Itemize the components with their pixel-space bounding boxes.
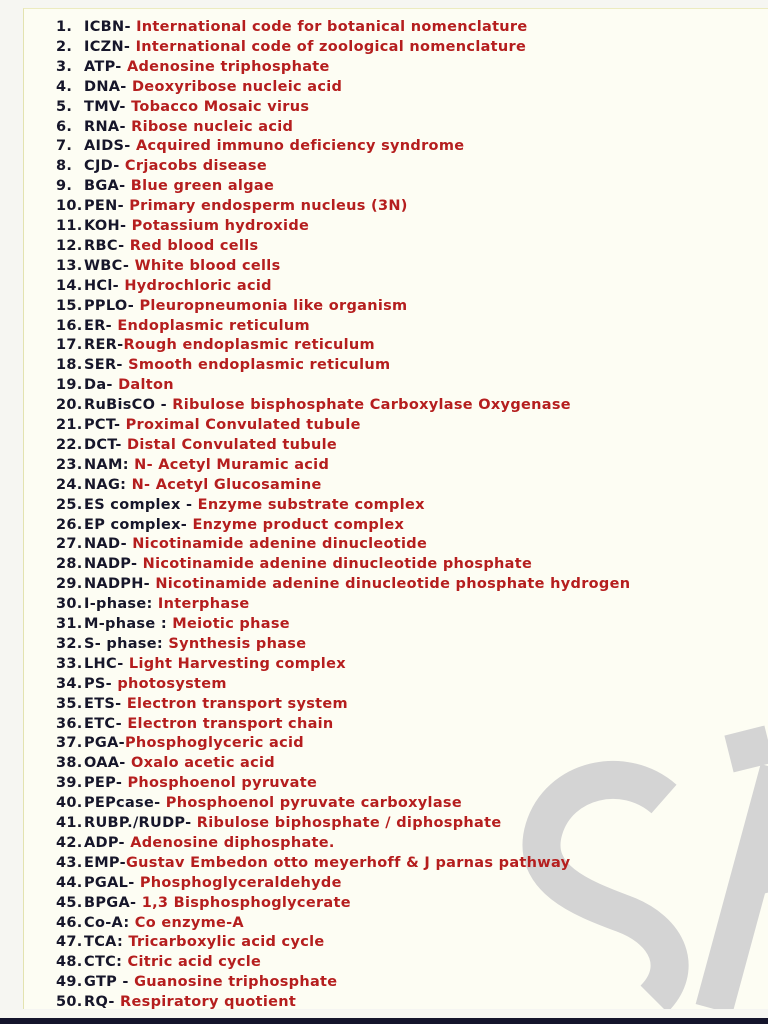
item-number: 3. bbox=[56, 58, 73, 75]
item-number: 39. bbox=[56, 775, 83, 792]
item-meaning: Meiotic phase bbox=[172, 616, 290, 632]
list-item bbox=[56, 236, 258, 256]
item-separator: - bbox=[130, 894, 142, 911]
item-meaning: Synthesis phase bbox=[168, 635, 307, 652]
list-item bbox=[56, 654, 346, 674]
item-number: 24. bbox=[56, 476, 83, 493]
item-separator: : bbox=[116, 954, 128, 971]
item-separator: - bbox=[155, 397, 173, 414]
list-item bbox=[56, 614, 290, 634]
item-meaning: Hydrochloric acid bbox=[124, 277, 272, 294]
list-item bbox=[56, 375, 174, 395]
item-separator: - bbox=[106, 377, 119, 394]
item-separator: - bbox=[116, 357, 129, 374]
list-item bbox=[56, 534, 427, 554]
item-separator: - bbox=[105, 317, 118, 334]
item-separator: - bbox=[117, 337, 124, 354]
item-abbreviation: ADP bbox=[84, 834, 119, 851]
item-abbreviation: ICZN bbox=[84, 38, 124, 55]
item-abbreviation: ETC bbox=[84, 715, 116, 732]
list-item bbox=[56, 475, 322, 495]
item-abbreviation: AIDS bbox=[84, 138, 125, 155]
item-number: 18. bbox=[56, 357, 83, 374]
item-separator: : bbox=[116, 934, 129, 951]
list-item bbox=[56, 992, 296, 1009]
item-meaning: 1,3 Bisphosphoglycerate bbox=[141, 894, 351, 911]
item-meaning: Primary endosperm nucleus (3N) bbox=[129, 198, 408, 215]
item-abbreviation: PCT bbox=[84, 417, 114, 433]
item-number: 2. bbox=[56, 38, 73, 55]
item-separator: - bbox=[119, 118, 132, 135]
list-item bbox=[56, 913, 244, 933]
item-meaning: Adenosine triphosphate bbox=[126, 58, 330, 75]
list-item bbox=[56, 335, 375, 355]
item-abbreviation: RER bbox=[84, 337, 118, 354]
list-item bbox=[56, 753, 275, 773]
item-meaning: Oxalo acetic acid bbox=[130, 755, 275, 772]
item-number: 10. bbox=[56, 198, 83, 215]
item-number: 19. bbox=[56, 377, 83, 394]
item-separator: - bbox=[115, 775, 128, 792]
item-meaning: Gustav Embedon otto meyerhoff & J parnas pathway bbox=[125, 854, 571, 871]
item-abbreviation: ICBN bbox=[84, 19, 125, 35]
item-abbreviation: CJD bbox=[84, 158, 114, 175]
item-separator: - bbox=[118, 834, 131, 851]
watermark-letter-s bbox=[541, 780, 669, 999]
item-separator: - bbox=[119, 98, 132, 115]
item-meaning: White blood cells bbox=[134, 257, 281, 274]
item-abbreviation: RBC bbox=[84, 237, 119, 254]
item-abbreviation: PEPcase bbox=[84, 795, 155, 812]
item-meaning: Nicotinamide adenine dinucleotide phosphate bbox=[142, 556, 533, 573]
item-number: 37. bbox=[56, 735, 83, 752]
item-abbreviation: PS bbox=[84, 675, 106, 692]
item-number: 42. bbox=[56, 834, 83, 851]
item-meaning: International code for botanical nomenclature bbox=[136, 19, 528, 35]
item-abbreviation: ETS bbox=[84, 695, 116, 712]
item-meaning: Rough endoplasmic reticulum bbox=[123, 337, 375, 354]
item-separator: - bbox=[105, 675, 118, 692]
document-page bbox=[23, 8, 768, 1009]
list-item bbox=[56, 554, 532, 574]
item-abbreviation: BGA bbox=[84, 178, 120, 195]
item-meaning: Dalton bbox=[118, 377, 174, 394]
item-abbreviation: HCl bbox=[84, 277, 113, 294]
item-number: 21. bbox=[56, 417, 83, 433]
item-abbreviation: CTC bbox=[84, 954, 117, 971]
item-number: 36. bbox=[56, 715, 83, 732]
list-item bbox=[56, 932, 325, 952]
item-abbreviation: TMV bbox=[84, 98, 120, 115]
item-meaning: photosystem bbox=[117, 675, 227, 692]
item-number: 11. bbox=[56, 218, 83, 234]
item-separator: - bbox=[115, 695, 127, 712]
item-meaning: Light Harvesting complex bbox=[128, 655, 346, 672]
item-meaning: Citric acid cycle bbox=[127, 954, 262, 971]
list-item bbox=[56, 873, 342, 893]
item-separator: - bbox=[118, 237, 130, 254]
item-number: 41. bbox=[56, 815, 83, 831]
item-abbreviation: RQ bbox=[84, 994, 109, 1009]
list-item bbox=[56, 256, 281, 276]
item-number: 14. bbox=[56, 277, 83, 294]
item-meaning: Crjacobs disease bbox=[124, 158, 267, 175]
item-meaning: Phosphoenol pyruvate carboxylase bbox=[165, 795, 462, 812]
item-separator: - bbox=[127, 297, 140, 314]
item-number: 40. bbox=[56, 795, 83, 812]
list-item bbox=[56, 594, 250, 614]
item-abbreviation: PEN bbox=[84, 198, 118, 215]
item-abbreviation: NAG bbox=[84, 476, 121, 493]
item-abbreviation: OAA bbox=[84, 755, 120, 772]
item-meaning: Red blood cells bbox=[129, 237, 259, 254]
bottom-border-bar bbox=[0, 1018, 768, 1024]
item-number: 47. bbox=[56, 934, 83, 951]
item-number: 32. bbox=[56, 635, 83, 652]
item-separator: - bbox=[117, 198, 130, 215]
item-meaning: International code of zoological nomenclature bbox=[135, 38, 527, 55]
item-meaning: N- Acetyl Muramic acid bbox=[134, 456, 330, 473]
item-number: 8. bbox=[56, 158, 73, 175]
watermark-letter-f-top bbox=[729, 744, 768, 754]
item-abbreviation: ATP bbox=[84, 58, 116, 75]
item-meaning: Enzyme substrate complex bbox=[197, 496, 425, 513]
list-item bbox=[56, 972, 337, 992]
item-abbreviation: S- phase bbox=[84, 635, 157, 652]
item-separator: - bbox=[119, 755, 131, 772]
item-separator: - bbox=[115, 58, 127, 75]
item-separator: : bbox=[122, 456, 135, 473]
item-separator: - bbox=[119, 854, 126, 871]
item-abbreviation: RNA bbox=[84, 118, 120, 135]
item-meaning: Enzyme product complex bbox=[192, 516, 405, 533]
item-meaning: Phosphoglyceraldehyde bbox=[139, 874, 342, 891]
watermark-letter-f-mid bbox=[744, 869, 768, 879]
item-separator: - bbox=[124, 138, 136, 155]
list-item bbox=[56, 793, 462, 813]
item-meaning: Smooth endoplasmic reticulum bbox=[128, 357, 391, 374]
item-abbreviation: EMP bbox=[84, 854, 120, 871]
list-item bbox=[56, 833, 335, 853]
item-separator: - bbox=[119, 178, 131, 195]
item-number: 33. bbox=[56, 655, 83, 672]
list-item bbox=[56, 17, 528, 37]
list-item bbox=[56, 117, 293, 137]
item-abbreviation: ER bbox=[84, 317, 106, 334]
item-number: 9. bbox=[56, 178, 73, 195]
list-item bbox=[56, 77, 342, 97]
item-number: 15. bbox=[56, 297, 83, 314]
list-item bbox=[56, 276, 272, 296]
list-item bbox=[56, 435, 337, 455]
item-number: 7. bbox=[56, 138, 73, 155]
list-item bbox=[56, 196, 408, 216]
item-separator: - bbox=[120, 536, 133, 553]
list-item bbox=[56, 515, 404, 535]
item-separator: - bbox=[130, 556, 143, 573]
item-meaning: Electron transport chain bbox=[127, 715, 334, 732]
item-separator: : bbox=[146, 596, 158, 613]
watermark-letter-f-stem bbox=[714, 769, 768, 1009]
list-item bbox=[56, 694, 348, 714]
item-abbreviation: BPGA bbox=[84, 894, 131, 911]
item-number: 50. bbox=[56, 994, 83, 1009]
item-abbreviation: GTP bbox=[84, 974, 118, 991]
list-item bbox=[56, 455, 329, 475]
list-item bbox=[56, 97, 309, 117]
item-meaning: Acquired immuno deficiency syndrome bbox=[135, 138, 465, 155]
item-abbreviation: DNA bbox=[84, 78, 121, 95]
item-number: 30. bbox=[56, 596, 83, 613]
list-item bbox=[56, 296, 407, 316]
item-abbreviation: M-phase bbox=[84, 616, 156, 632]
item-separator: : bbox=[123, 914, 135, 931]
item-number: 35. bbox=[56, 695, 83, 712]
list-item bbox=[56, 355, 390, 375]
item-separator: - bbox=[185, 815, 197, 831]
item-meaning: Adenosine diphosphate. bbox=[130, 834, 335, 851]
list-item bbox=[56, 952, 261, 972]
item-number: 26. bbox=[56, 516, 83, 533]
item-abbreviation: TCA bbox=[84, 934, 117, 951]
item-meaning: Respiratory quotient bbox=[120, 994, 297, 1009]
item-meaning: N- Acetyl Glucosamine bbox=[131, 476, 322, 493]
item-number: 48. bbox=[56, 954, 83, 971]
item-separator: - bbox=[115, 715, 128, 732]
item-abbreviation: KOH bbox=[84, 218, 120, 234]
item-number: 28. bbox=[56, 556, 83, 573]
item-meaning: Electron transport system bbox=[126, 695, 348, 712]
item-meaning: Proximal Convulated tubule bbox=[125, 417, 361, 433]
item-meaning: Potassium hydroxide bbox=[131, 218, 310, 234]
item-meaning: Ribulose bisphosphate Carboxylase Oxygenase bbox=[172, 397, 571, 414]
item-abbreviation: Co-A bbox=[84, 914, 124, 931]
item-number: 25. bbox=[56, 496, 83, 513]
item-abbreviation: EP complex bbox=[84, 516, 181, 533]
item-abbreviation: DCT bbox=[84, 436, 116, 453]
item-separator: - bbox=[180, 496, 198, 513]
list-item bbox=[56, 176, 274, 196]
item-number: 20. bbox=[56, 397, 83, 414]
item-number: 23. bbox=[56, 456, 83, 473]
item-separator: : bbox=[120, 476, 132, 493]
item-number: 45. bbox=[56, 894, 83, 911]
item-meaning: Phosphoenol pyruvate bbox=[127, 775, 318, 792]
item-separator: - bbox=[124, 19, 137, 35]
item-abbreviation: LHC bbox=[84, 655, 118, 672]
item-number: 31. bbox=[56, 616, 83, 632]
list-item bbox=[56, 574, 630, 594]
list-item bbox=[56, 773, 317, 793]
item-abbreviation: PGAL bbox=[84, 874, 129, 891]
item-abbreviation: ES complex bbox=[84, 496, 181, 513]
item-separator: - bbox=[122, 257, 135, 274]
item-separator: - bbox=[115, 436, 128, 453]
item-abbreviation: PPLO bbox=[84, 297, 128, 314]
item-abbreviation: Da bbox=[84, 377, 107, 394]
item-abbreviation: I-phase bbox=[84, 596, 147, 613]
item-meaning: Tobacco Mosaic virus bbox=[131, 98, 310, 115]
item-separator: - bbox=[119, 218, 132, 234]
item-number: 16. bbox=[56, 317, 83, 334]
list-item bbox=[56, 634, 306, 654]
list-item bbox=[56, 216, 309, 236]
item-number: 22. bbox=[56, 436, 83, 453]
item-separator: - bbox=[117, 974, 135, 991]
list-item bbox=[56, 156, 267, 176]
item-meaning: Distal Convulated tubule bbox=[127, 436, 337, 453]
item-number: 1. bbox=[56, 19, 73, 35]
item-separator: - bbox=[113, 417, 126, 433]
list-item bbox=[56, 395, 571, 415]
item-separator: - bbox=[117, 655, 129, 672]
item-number: 13. bbox=[56, 257, 83, 274]
item-separator: - bbox=[112, 277, 125, 294]
item-abbreviation: NADP bbox=[84, 556, 131, 573]
item-meaning: Pleuropneumonia like organism bbox=[139, 297, 408, 314]
item-separator: - bbox=[113, 158, 125, 175]
list-item bbox=[56, 37, 526, 57]
item-number: 44. bbox=[56, 874, 83, 891]
item-meaning: Ribulose biphosphate / diphosphate bbox=[196, 815, 502, 831]
item-number: 4. bbox=[56, 78, 73, 95]
item-separator: - bbox=[108, 994, 121, 1009]
item-meaning: Phosphoglyceric acid bbox=[124, 735, 304, 752]
item-number: 49. bbox=[56, 974, 83, 991]
item-separator: : bbox=[156, 635, 169, 652]
item-meaning: Deoxyribose nucleic acid bbox=[131, 78, 343, 95]
item-abbreviation: SER bbox=[84, 357, 117, 374]
item-abbreviation: RuBisCO bbox=[84, 397, 156, 414]
item-meaning: Ribose nucleic acid bbox=[131, 118, 294, 135]
item-meaning: Interphase bbox=[157, 596, 250, 613]
item-meaning: Nicotinamide adenine dinucleotide bbox=[132, 536, 428, 553]
list-item bbox=[56, 853, 570, 873]
item-number: 46. bbox=[56, 914, 83, 931]
item-number: 17. bbox=[56, 337, 83, 354]
item-separator: - bbox=[180, 516, 193, 533]
list-item bbox=[56, 316, 310, 336]
item-abbreviation: PEP bbox=[84, 775, 116, 792]
item-meaning: Nicotinamide adenine dinucleotide phosphate hydrogen bbox=[155, 576, 631, 593]
item-meaning: Blue green algae bbox=[130, 178, 275, 195]
list-item bbox=[56, 733, 304, 753]
list-item bbox=[56, 893, 351, 913]
item-separator: - bbox=[120, 78, 132, 95]
item-abbreviation: NADPH bbox=[84, 576, 144, 593]
item-number: 34. bbox=[56, 675, 83, 692]
list-item bbox=[56, 674, 227, 694]
item-number: 6. bbox=[56, 118, 73, 135]
item-number: 27. bbox=[56, 536, 83, 553]
item-separator: - bbox=[118, 735, 125, 752]
item-separator: - bbox=[123, 38, 136, 55]
item-number: 12. bbox=[56, 237, 83, 254]
item-abbreviation: NAM bbox=[84, 456, 123, 473]
list-item bbox=[56, 714, 334, 734]
item-abbreviation: WBC bbox=[84, 257, 123, 274]
item-abbreviation: RUBP./RUDP bbox=[84, 815, 186, 831]
item-number: 38. bbox=[56, 755, 83, 772]
list-item bbox=[56, 136, 464, 156]
item-separator: : bbox=[155, 616, 173, 632]
item-separator: - bbox=[143, 576, 156, 593]
item-abbreviation: PGA bbox=[84, 735, 119, 752]
item-meaning: Guanosine triphosphate bbox=[134, 974, 338, 991]
item-separator: - bbox=[128, 874, 140, 891]
item-abbreviation: NAD bbox=[84, 536, 121, 553]
item-separator: - bbox=[154, 795, 166, 812]
item-meaning: Co enzyme-A bbox=[134, 914, 244, 931]
list-item bbox=[56, 813, 501, 833]
list-item bbox=[56, 495, 425, 515]
item-number: 43. bbox=[56, 854, 83, 871]
item-meaning: Endoplasmic reticulum bbox=[117, 317, 310, 334]
list-item bbox=[56, 57, 330, 77]
item-number: 29. bbox=[56, 576, 83, 593]
list-item bbox=[56, 415, 361, 435]
item-meaning: Tricarboxylic acid cycle bbox=[128, 934, 325, 951]
item-number: 5. bbox=[56, 98, 73, 115]
